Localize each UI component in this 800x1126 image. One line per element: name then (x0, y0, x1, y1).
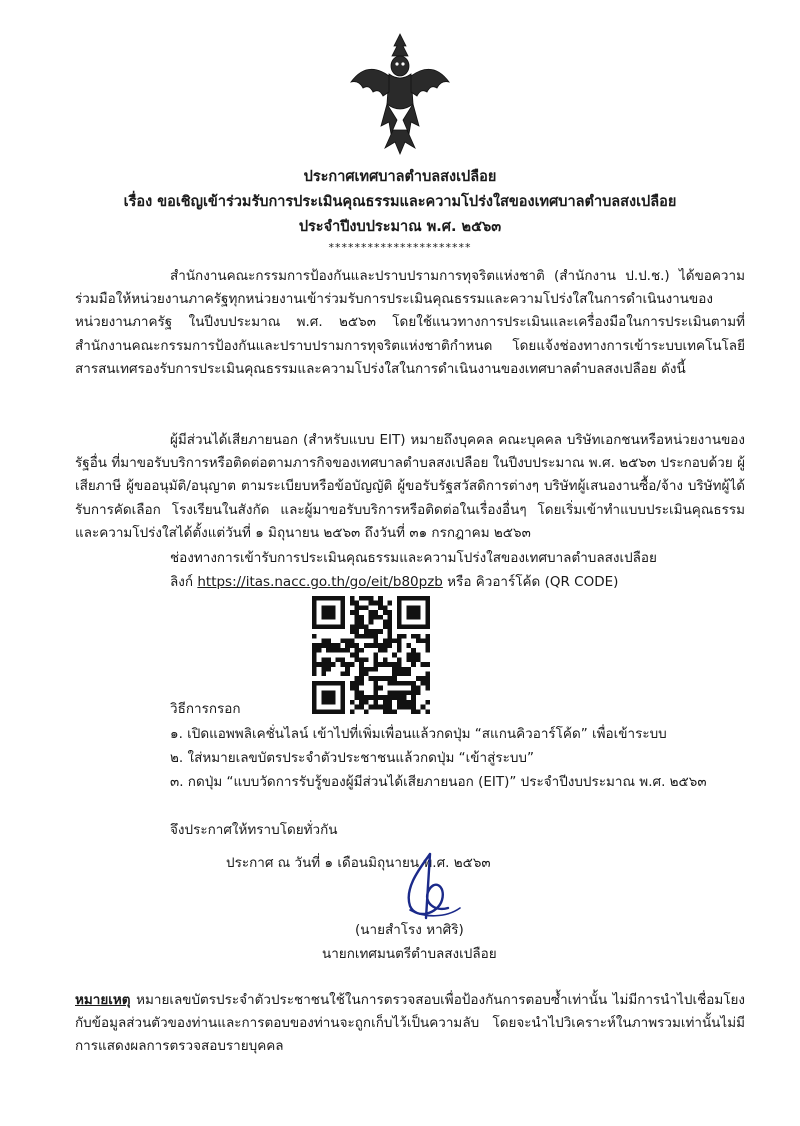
channel-heading: ช่องทางการเข้ารับการประเมินคุณธรรมและความโปร่งใสของเทศบาลตำบลสงเปลือย (170, 550, 657, 566)
garuda-emblem-icon (345, 30, 455, 158)
eit-link[interactable]: https://itas.nacc.go.th/go/eit/b80pzb (197, 574, 443, 590)
footnote-label: หมายเหตุ (75, 992, 131, 1008)
footnote (75, 989, 745, 1059)
link-line (170, 570, 618, 592)
step-item-2: ๒. ใส่หมายเลขบัตรประจำตัวประชาชนแล้วกดปุ่ม “เข้าสู่ระบบ” (170, 750, 534, 766)
signer-name: (นายสำโรง หาศิริ) (355, 922, 464, 938)
closing-statement: จึงประกาศให้ทราบโดยทั่วกัน (170, 822, 338, 838)
handwritten-signature (390, 848, 470, 928)
step-item-1: ๑. เปิดแอพพลิเคชั่นไลน์ เข้าไปที่เพิ่มเพื่อนแล้วกดปุ่ม “สแกนคิวอาร์โค้ด” เพื่อเข้าระบบ (170, 726, 667, 742)
announcement-title: ประกาศเทศบาลตำบลสงเปลือย (303, 169, 497, 185)
link-prefix: ลิงก์ (170, 574, 198, 590)
announcement-subject: เรื่อง ขอเชิญเข้าร่วมรับการประเมินคุณธรรมและความโปร่งใสของเทศบาลตำบลสงเปลือย (123, 194, 677, 210)
star-divider: ********************** (328, 241, 472, 254)
paragraph-intro: สำนักงานคณะกรรมการป้องกันและปราบปรามการทุจริตแห่งชาติ (สำนักงาน ป.ป.ช.) ได้ขอความร่วมมือให้หน่วยงานภาครัฐทุกหน่วยงานเข้าร่วมรับการประเมินคุณธรรมและความโปร่งใสในการดำเนินงานของหน่วยงานภาครัฐ ในปีงบประมาณ พ.ศ. ๒๕๖๓ โดยใช้แนวทางการประเมินและเครื่องมือในการประเมินตามที่สำนักงานคณะกรรมการป้องกันและปราบปรามการทุจริตแห่งชาติกำหนด โดยแจ้งช่องทางการเข้าระบบเทคโนโลยีสารสนเทศรองรับการประเมินคุณธรรมและความโปร่งใสในการดำเนินงานของเทศบาลตำบลสงเปลือย ดังนี้ (75, 268, 745, 377)
link-suffix: หรือ คิวอาร์โค้ด (QR CODE) (442, 574, 619, 590)
step-item-3: ๓. กดปุ่ม “แบบวัดการรับรู้ของผู้มีส่วนได้เสียภายนอก (EIT)” ประจำปีงบประมาณ พ.ศ. ๒๕๖๓ (170, 774, 707, 790)
paragraph-stakeholders: ผู้มีส่วนได้เสียภายนอก (สำหรับแบบ EIT) หมายถึงบุคคล คณะบุคคล บริษัทเอกชนหรือหน่วยงานของรัฐอื่น ที่มาขอรับบริการหรือติดต่อตามภารกิจของเทศบาลตำบลสงเปลือย ในปีงบประมาณ พ.ศ. ๒๕๖๓ ประกอบด้วย ผู้เสียภาษี ผู้ขออนุมัติ/อนุญาต ตามระเบียบหรือข้อบัญญัติ ผู้ขอรับรัฐสวัสดิการต่างๆ บริษัทผู้เสนองานซื้อ/จ้าง บริษัทผู้ได้รับการคัดเลือก โรงเรียนในสังกัด และผู้มาขอรับบริการหรือติดต่อในเรื่องอื่นๆ โดยเริ่มเข้าทำแบบประเมินคุณธรรมและความโปร่งใสได้ตั้งแต่วันที่ ๑ มิถุนายน ๒๕๖๓ ถึงวันที่ ๓๑ กรกฎาคม ๒๕๖๓ (75, 432, 745, 541)
footnote-text: หมายเลขบัตรประจำตัวประชาชนใช้ในการตรวจสอบเพื่อป้องกันการตอบซ้ำเท่านั้น ไม่มีการนำไปเชื่อมโยงกับข้อมูลส่วนตัวของท่านและการตอบของท่านจะถูกเก็บไว้เป็นความลับ โดยจะนำไปวิเคราะห์ในภาพรวมเท่านั้นไม่มีการแสดงผลการตรวจสอบรายบุคคล (75, 992, 745, 1055)
date-line: ประกาศ ณ วันที่ ๑ เดือนมิถุนายน พ.ศ. ๒๕๖๓ (226, 855, 491, 871)
qr-code-icon[interactable] (312, 596, 430, 714)
signer-title: นายกเทศมนตรีตำบลสงเปลือย (322, 946, 497, 962)
fiscal-year-line: ประจำปีงบประมาณ พ.ศ. ๒๕๖๓ (298, 219, 502, 235)
steps-title: วิธีการกรอก (170, 701, 241, 717)
